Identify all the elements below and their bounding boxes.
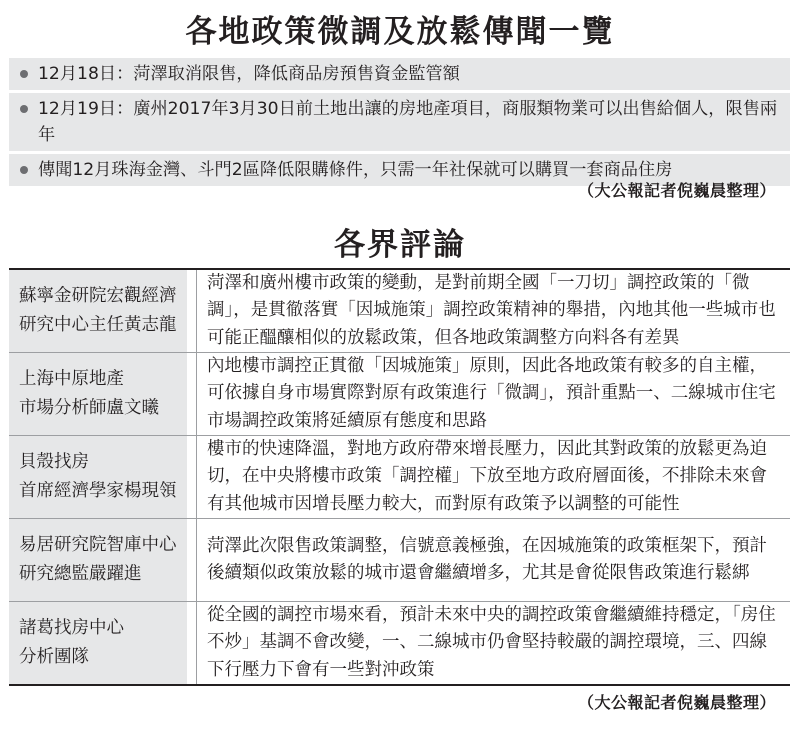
comments-table bbox=[9, 268, 790, 686]
comment-text: 內地樓市調控正貫徹「因城施策」原則，因此各地政策有較多的自主權，可依據自身市場實際對原有政策進行「微調」，預計重點一、二線城市住宅市場調控政策將延續原有態度和思路 bbox=[196, 353, 790, 435]
news-text: 12月19日：廣州2017年3月30日前土地出讓的房地產項目，商服類物業可以出售給個人，限售兩年 bbox=[38, 99, 778, 145]
comment-text: 樓市的快速降溫，對地方政府帶來增長壓力，因此其對政策的放鬆更為迫切，在中央將樓市政策「調控權」下放至地方政府層面後，不排除未來會有其他城市因增長壓力較大，而對原有政策予以調整的可能性 bbox=[196, 436, 790, 518]
news-item bbox=[9, 58, 790, 90]
news-text: 傳聞12月珠海金灣、斗門2區降低限購條件，只需一年社保就可以購買一套商品住房 bbox=[38, 160, 673, 180]
section-title-comments: 各界評論 bbox=[334, 227, 466, 263]
comment-row bbox=[9, 352, 790, 435]
policy-news-list bbox=[9, 58, 790, 189]
comment-text: 菏澤和廣州樓市政策的變動，是對前期全國「一刀切」調控政策的「微調」，是貫徹落實「因城施策」調控政策精神的舉措，內地其他一些城市也可能正醞釀相似的放鬆政策，但各地政策調整方向料各有差異 bbox=[196, 270, 790, 352]
commenter-name: 蘇寧金研院宏觀經濟 研究中心主任黃志龍 bbox=[9, 270, 187, 352]
bullet-dot-icon bbox=[20, 70, 28, 78]
commenter-name: 上海中原地產 市場分析師盧文曦 bbox=[9, 353, 187, 435]
bullet-dot-icon bbox=[20, 166, 28, 174]
section-title-policy-list: 各地政策微調及放鬆傳聞一覽 bbox=[185, 14, 615, 50]
comment-row bbox=[9, 270, 790, 352]
comment-row bbox=[9, 435, 790, 518]
reporter-credit: （大公報記者倪巍晨整理） bbox=[577, 693, 776, 712]
bullet-dot-icon bbox=[20, 105, 28, 113]
commenter-name: 易居研究院智庫中心 研究總監嚴躍進 bbox=[9, 519, 187, 601]
comment-text: 菏澤此次限售政策調整，信號意義極強，在因城施策的政策框架下，預計後續類似政策放鬆的城市還會繼續增多，尤其是會從限售政策進行鬆綁 bbox=[196, 519, 790, 601]
reporter-credit: （大公報記者倪巍晨整理） bbox=[577, 181, 776, 200]
news-item bbox=[9, 93, 790, 151]
commenter-name: 諸葛找房中心 分析團隊 bbox=[9, 602, 187, 684]
commenter-name: 貝殼找房 首席經濟學家楊現領 bbox=[9, 436, 187, 518]
comment-text: 從全國的調控市場來看，預計未來中央的調控政策會繼續維持穩定，「房住不炒」基調不會改變，一、二線城市仍會堅持較嚴的調控環境，三、四線下行壓力下會有一些對沖政策 bbox=[196, 602, 790, 684]
comment-row bbox=[9, 601, 790, 684]
comment-row bbox=[9, 518, 790, 601]
news-text: 12月18日：菏澤取消限售，降低商品房預售資金監管額 bbox=[38, 64, 460, 84]
